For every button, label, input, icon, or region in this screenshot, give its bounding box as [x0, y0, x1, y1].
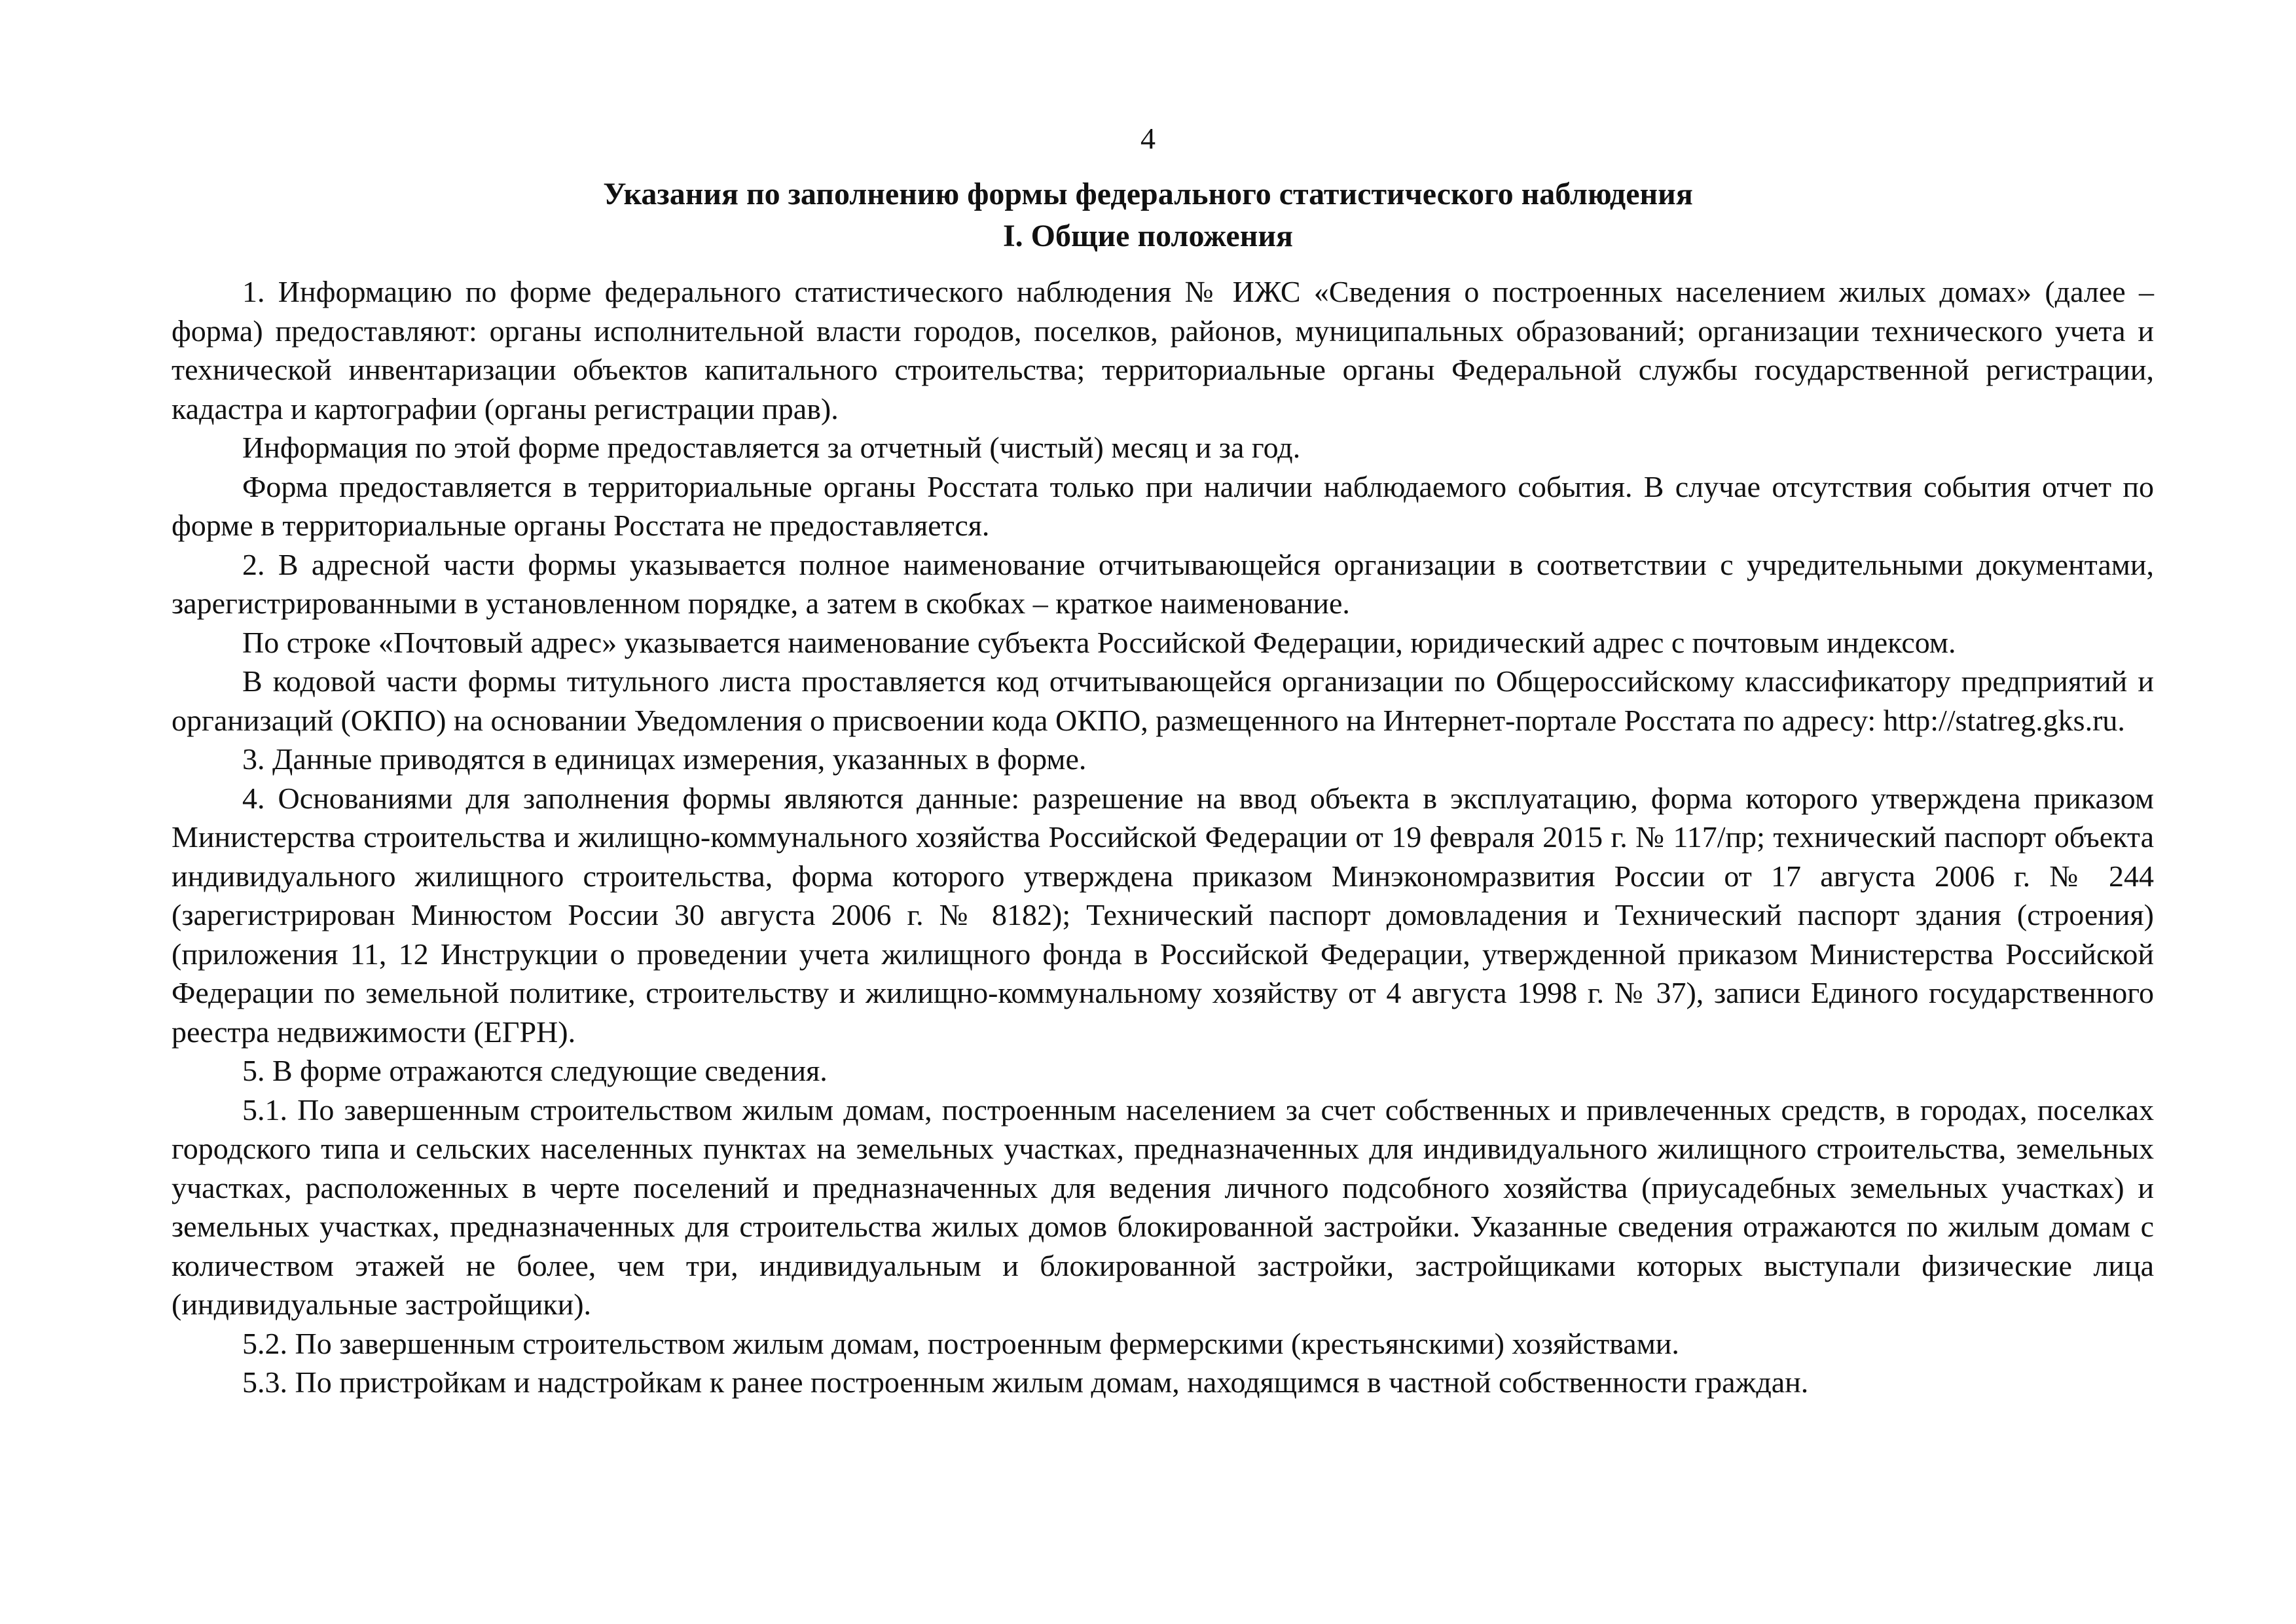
paragraph-2: 2. В адресной части формы указывается полное наименование отчитывающейся организации в соответствии с учредительными документами, зарегистрированными в установленном порядке, а затем в скобках – краткое наименование.: [172, 547, 2154, 620]
document-body: [172, 272, 2154, 1402]
paragraph-event: Форма предоставляется в территориальные органы Росстата только при наличии наблюдаемого события. В случае отсутствия события отчет по форме в территориальные органы Росстата не предоставляется.: [172, 469, 2154, 542]
document-title: Указания по заполнению формы федерального статистического наблюдения: [603, 177, 1693, 211]
paragraph-okpo: В кодовой части формы титульного листа проставляется код отчитывающейся организации по Общероссийскому классификатору предприятий и организаций (ОКПО) на основании Уведомления о присвоении кода ОКПО, размещенного на Интернет-портале Росстата по адресу: http://statreg.gks.ru.: [172, 664, 2154, 737]
page-number: 4: [1140, 122, 1156, 155]
paragraph-1: 1. Информацию по форме федерального статистического наблюдения № ИЖС «Сведения о построенных населением жилых домах» (далее – форма) предоставляют: органы исполнительной власти городов, поселков, районов, муниципальных образований; организации технического учета и технической инвентаризации объектов капитального строительства; территориальные органы Федеральной службы государственной регистрации, кадастра и картографии (органы регистрации прав).: [172, 275, 2154, 425]
paragraph-5-3: 5.3. По пристройкам и надстройкам к ранее построенным жилым домам, находящимся в частной собственности граждан.: [242, 1365, 1809, 1399]
paragraph-4: 4. Основаниями для заполнения формы являются данные: разрешение на ввод объекта в эксплуатацию, форма которого утверждена приказом Министерства строительства и жилищно-коммунального хозяйства Российской Федерации от 19 февраля 2015 г. № 117/пр; технический паспорт объекта индивидуального жилищного строительства, форма которого утверждена приказом Минэкономразвития России от 17 августа 2006 г. № 244 (зарегистрирован Минюстом России 30 августа 2006 г. № 8182); Технический паспорт домовладения и Технический паспорт здания (строения) (приложения 11, 12 Инструкции о проведении учета жилищного фонда в Российской Федерации, утвержденной приказом Министерства Российской Федерации по земельной политике, строительству и жилищно-коммунальному хозяйству от 4 августа 1998 г. № 37), записи Единого государственного реестра недвижимости (ЕГРН).: [172, 781, 2154, 1049]
paragraph-5-2: 5.2. По завершенным строительством жилым домам, построенным фермерскими (крестьянскими) хозяйствами.: [242, 1326, 1679, 1360]
paragraph-5-1: 5.1. По завершенным строительством жилым домам, построенным населением за счет собственных и привлеченных средств, в городах, поселках городского типа и сельских населенных пунктах на земельных участках, предназначенных для индивидуального жилищного строительства, земельных участках, расположенных в черте поселений и предназначенных для ведения личного подсобного хозяйства (приусадебных земельных участках) и земельных участках, предназначенных для строительства жилых домов блокированной застройки. Указанные сведения отражаются по жилым домам с количеством этажей не более, чем три, индивидуальным и блокированной застройки, застройщиками которых выступали физические лица (индивидуальные застройщики).: [172, 1092, 2154, 1321]
paragraph-postal-address: По строке «Почтовый адрес» указывается наименование субъекта Российской Федерации, юридический адрес с почтовым индексом.: [242, 625, 1956, 659]
paragraph-5: 5. В форме отражаются следующие сведения.: [242, 1054, 828, 1087]
section-title: I. Общие положения: [1002, 219, 1293, 253]
paragraph-period: Информация по этой форме предоставляется за отчетный (чистый) месяц и за год.: [242, 431, 1301, 464]
paragraph-3: 3. Данные приводятся в единицах измерения, указанных в форме.: [242, 742, 1087, 776]
